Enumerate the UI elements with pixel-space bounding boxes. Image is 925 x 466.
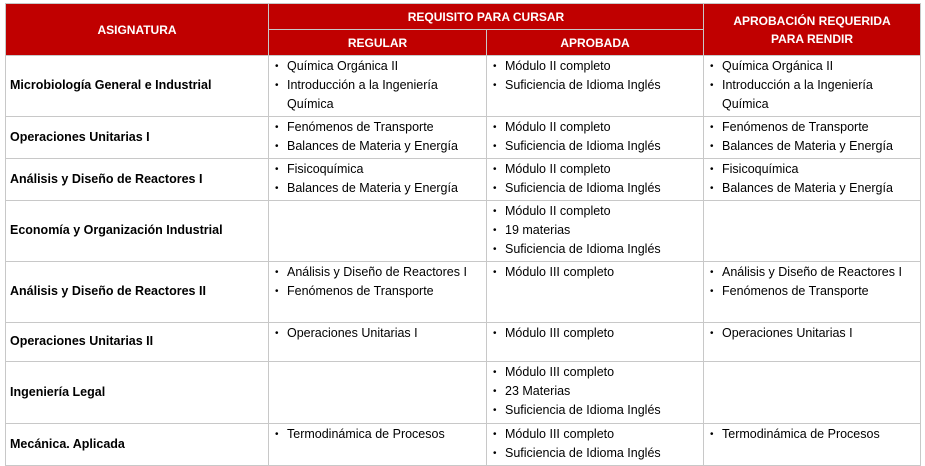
bullet-icon: •	[493, 405, 497, 416]
subject-cell: Análisis y Diseño de Reactores II	[6, 262, 269, 323]
subject-cell: Mecánica. Aplicada	[6, 424, 269, 466]
aprobada-cell	[487, 424, 704, 466]
bullet-icon: •	[493, 206, 497, 217]
regular-list	[273, 118, 484, 156]
list-item-text: Módulo III completo	[505, 326, 615, 340]
header-aprobacion	[704, 4, 921, 56]
list-item	[708, 263, 918, 282]
table-row	[6, 201, 921, 262]
list-item-text: Balances de Materia y Energía	[722, 181, 893, 195]
regular-cell	[269, 56, 487, 117]
list-item	[491, 221, 701, 240]
header-aprobacion-line2: PARA RENDIR	[770, 31, 853, 46]
list-item	[273, 324, 484, 343]
list-item-text: Fenómenos de Transporte	[722, 120, 869, 134]
rendir-cell	[704, 159, 921, 201]
rendir-cell	[704, 362, 921, 424]
bullet-icon: •	[493, 429, 497, 440]
aprobada-list	[491, 425, 701, 463]
list-item	[273, 118, 484, 137]
list-item-text: Fisicoquímica	[287, 162, 364, 176]
rendir-list	[708, 263, 918, 301]
list-item-text: Introducción a la Ingeniería Química	[722, 78, 873, 111]
bullet-icon: •	[275, 80, 279, 91]
bullet-icon: •	[275, 286, 279, 297]
regular-cell	[269, 362, 487, 424]
aprobada-cell	[487, 159, 704, 201]
rendir-list	[708, 57, 918, 114]
list-item-text: Fisicoquímica	[722, 162, 799, 176]
bullet-icon: •	[493, 80, 497, 91]
subject-cell: Economía y Organización Industrial	[6, 201, 269, 262]
bullet-icon: •	[493, 141, 497, 152]
subject-cell: Operaciones Unitarias II	[6, 323, 269, 362]
list-item	[273, 425, 484, 444]
table-row	[6, 262, 921, 323]
list-item-text: Introducción a la Ingeniería Química	[287, 78, 438, 111]
list-item	[491, 382, 701, 401]
list-item	[491, 160, 701, 179]
list-item-text: Módulo III completo	[505, 427, 615, 441]
bullet-icon: •	[275, 61, 279, 72]
bullet-icon: •	[275, 328, 279, 339]
bullet-icon: •	[710, 61, 714, 72]
rendir-cell	[704, 323, 921, 362]
list-item	[708, 160, 918, 179]
rendir-list	[708, 118, 918, 156]
list-item-text: Módulo II completo	[505, 204, 611, 218]
list-item-text: Termodinámica de Procesos	[722, 427, 880, 441]
aprobada-list	[491, 202, 701, 259]
regular-list	[273, 324, 484, 343]
regular-cell	[269, 323, 487, 362]
bullet-icon: •	[493, 448, 497, 459]
regular-list	[273, 57, 484, 114]
list-item-text: Suficiencia de Idioma Inglés	[505, 139, 661, 153]
bullet-icon: •	[493, 61, 497, 72]
list-item	[708, 282, 918, 301]
list-item-text: Química Orgánica II	[722, 59, 834, 73]
list-item-text: Fenómenos de Transporte	[287, 120, 434, 134]
rendir-cell	[704, 262, 921, 323]
list-item	[491, 401, 701, 420]
bullet-icon: •	[493, 244, 497, 255]
list-item-text: Fenómenos de Transporte	[722, 284, 869, 298]
aprobada-list	[491, 118, 701, 156]
list-item	[491, 240, 701, 259]
aprobada-list	[491, 57, 701, 95]
bullet-icon: •	[493, 267, 497, 278]
header-aprobacion-line1: APROBACIÓN REQUERIDA	[733, 13, 891, 28]
rendir-list	[708, 160, 918, 198]
list-item-text: Análisis y Diseño de Reactores I	[287, 265, 467, 279]
rendir-cell	[704, 424, 921, 466]
list-item	[491, 118, 701, 137]
aprobada-cell	[487, 323, 704, 362]
header-asignatura: ASIGNATURA	[6, 4, 269, 56]
table-row	[6, 56, 921, 117]
regular-cell	[269, 424, 487, 466]
regular-list	[273, 425, 484, 444]
table-body	[6, 56, 921, 466]
list-item	[708, 57, 918, 76]
list-item	[273, 76, 484, 114]
bullet-icon: •	[493, 386, 497, 397]
list-item-text: Módulo II completo	[505, 59, 611, 73]
bullet-icon: •	[710, 429, 714, 440]
list-item-text: Suficiencia de Idioma Inglés	[505, 446, 661, 460]
bullet-icon: •	[710, 286, 714, 297]
list-item	[708, 425, 918, 444]
table-row	[6, 159, 921, 201]
list-item-text: Módulo II completo	[505, 120, 611, 134]
list-item	[708, 137, 918, 156]
list-item-text: Balances de Materia y Energía	[287, 139, 458, 153]
list-item	[491, 57, 701, 76]
regular-cell	[269, 159, 487, 201]
rendir-list	[708, 324, 918, 343]
list-item-text: Suficiencia de Idioma Inglés	[505, 242, 661, 256]
regular-cell	[269, 117, 487, 159]
list-item-text: Química Orgánica II	[287, 59, 399, 73]
rendir-cell	[704, 201, 921, 262]
list-item	[491, 425, 701, 444]
bullet-icon: •	[710, 164, 714, 175]
aprobada-list	[491, 363, 701, 420]
header-requisito: REQUISITO PARA CURSAR	[269, 4, 704, 30]
list-item-text: Análisis y Diseño de Reactores I	[722, 265, 902, 279]
list-item	[491, 324, 701, 343]
list-item	[491, 76, 701, 95]
list-item-text: Termodinámica de Procesos	[287, 427, 445, 441]
bullet-icon: •	[710, 328, 714, 339]
regular-cell	[269, 201, 487, 262]
bullet-icon: •	[493, 183, 497, 194]
list-item	[273, 160, 484, 179]
bullet-icon: •	[275, 164, 279, 175]
subject-cell: Análisis y Diseño de Reactores I	[6, 159, 269, 201]
header-aprobada: APROBADA	[487, 30, 704, 56]
regular-cell	[269, 262, 487, 323]
list-item	[491, 137, 701, 156]
aprobada-cell	[487, 262, 704, 323]
list-item-text: Módulo II completo	[505, 162, 611, 176]
table-row	[6, 362, 921, 424]
bullet-icon: •	[493, 122, 497, 133]
table-row	[6, 323, 921, 362]
list-item-text: Suficiencia de Idioma Inglés	[505, 403, 661, 417]
list-item-text: Módulo III completo	[505, 265, 615, 279]
table-header	[6, 4, 921, 56]
list-item-text: Fenómenos de Transporte	[287, 284, 434, 298]
subject-cell: Microbiología General e Industrial	[6, 56, 269, 117]
list-item-text: Operaciones Unitarias I	[287, 326, 418, 340]
list-item	[708, 76, 918, 114]
subject-cell: Ingeniería Legal	[6, 362, 269, 424]
list-item	[273, 282, 484, 301]
bullet-icon: •	[275, 429, 279, 440]
list-item	[273, 179, 484, 198]
list-item	[708, 179, 918, 198]
list-item-text: Balances de Materia y Energía	[722, 139, 893, 153]
list-item	[491, 363, 701, 382]
aprobada-list	[491, 324, 701, 343]
list-item	[491, 263, 701, 282]
regular-list	[273, 263, 484, 301]
subject-cell: Operaciones Unitarias I	[6, 117, 269, 159]
table-row	[6, 424, 921, 466]
list-item-text: Módulo III completo	[505, 365, 615, 379]
bullet-icon: •	[710, 183, 714, 194]
bullet-icon: •	[710, 141, 714, 152]
bullet-icon: •	[275, 267, 279, 278]
list-item	[273, 263, 484, 282]
list-item	[708, 324, 918, 343]
bullet-icon: •	[710, 122, 714, 133]
bullet-icon: •	[493, 367, 497, 378]
list-item	[708, 118, 918, 137]
requirements-table	[5, 3, 921, 466]
aprobada-cell	[487, 117, 704, 159]
bullet-icon: •	[710, 267, 714, 278]
aprobada-cell	[487, 56, 704, 117]
bullet-icon: •	[710, 80, 714, 91]
list-item	[273, 137, 484, 156]
list-item	[273, 57, 484, 76]
rendir-cell	[704, 117, 921, 159]
list-item-text: Suficiencia de Idioma Inglés	[505, 78, 661, 92]
bullet-icon: •	[275, 183, 279, 194]
aprobada-cell	[487, 362, 704, 424]
aprobada-list	[491, 160, 701, 198]
list-item	[491, 202, 701, 221]
rendir-list	[708, 425, 918, 444]
header-regular: REGULAR	[269, 30, 487, 56]
list-item-text: Balances de Materia y Energía	[287, 181, 458, 195]
list-item	[491, 179, 701, 198]
aprobada-list	[491, 263, 701, 282]
bullet-icon: •	[275, 122, 279, 133]
aprobada-cell	[487, 201, 704, 262]
list-item-text: Suficiencia de Idioma Inglés	[505, 181, 661, 195]
bullet-icon: •	[493, 164, 497, 175]
bullet-icon: •	[275, 141, 279, 152]
list-item-text: Operaciones Unitarias I	[722, 326, 853, 340]
table-row	[6, 117, 921, 159]
bullet-icon: •	[493, 225, 497, 236]
rendir-cell	[704, 56, 921, 117]
bullet-icon: •	[493, 328, 497, 339]
regular-list	[273, 160, 484, 198]
list-item-text: 19 materias	[505, 223, 571, 237]
list-item-text: 23 Materias	[505, 384, 571, 398]
